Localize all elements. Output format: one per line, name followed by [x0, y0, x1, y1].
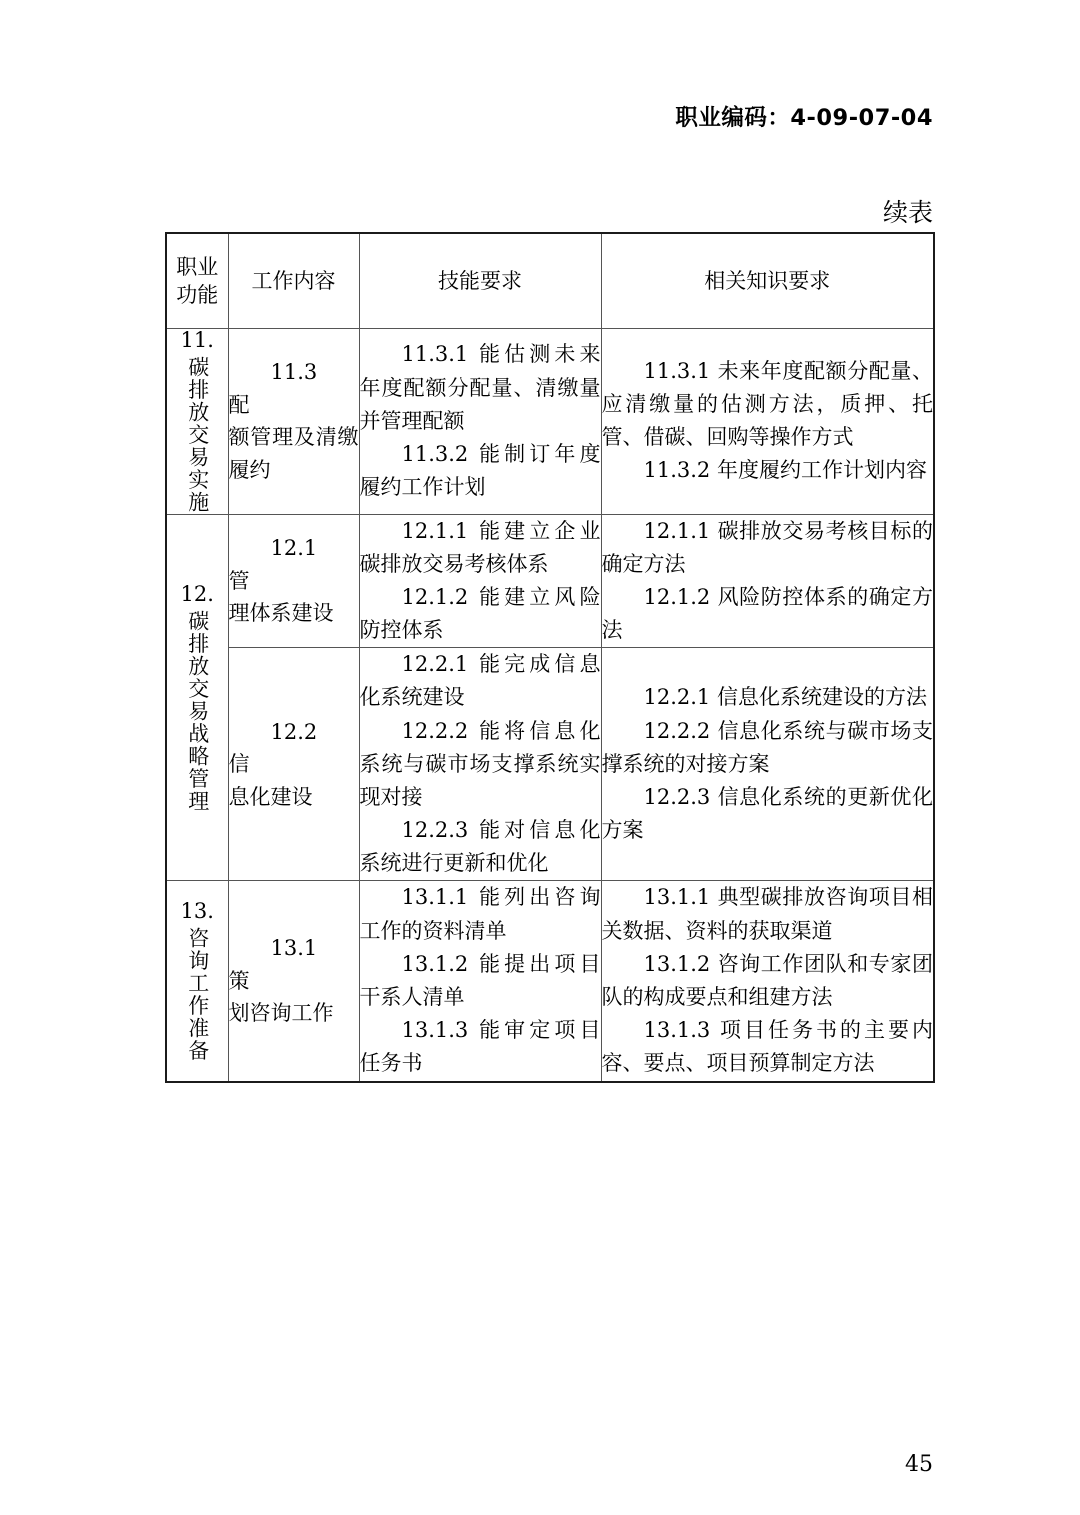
function-number-13: 13.	[180, 898, 214, 923]
function-cell-11	[166, 329, 228, 515]
column-header-work-content: 工作内容	[228, 233, 359, 329]
work-content-line-2: 理体系建设	[228, 601, 334, 626]
function-number-12: 12.	[180, 581, 214, 606]
knowledge-entry: 12.1.2 风险防控体系的确定方法	[601, 584, 933, 643]
function-name-11: 碳排放交易实施	[185, 356, 210, 514]
function-name-13: 咨询工作准备	[185, 927, 210, 1063]
occupation-skills-table	[165, 232, 935, 1083]
knowledge-entry: 12.1.1 碳排放交易考核目标的确定方法	[601, 518, 933, 576]
table-row	[166, 648, 934, 881]
work-content-line-2: 额管理及清缴履约	[228, 425, 359, 482]
skills-table-container	[165, 232, 933, 1083]
knowledge-requirements-cell-11-3	[601, 329, 934, 515]
column-header-function	[166, 233, 228, 329]
work-content-line-1: 12.2 信	[228, 719, 339, 777]
table-header-row	[166, 233, 934, 329]
skill-entry: 12.2.2 能将信息化系统与碳市场支撑系统实现对接	[359, 718, 601, 809]
skill-entry: 11.3.2 能制订年度履约工作计划	[359, 441, 601, 500]
function-name-12: 碳排放交易战略管理	[185, 609, 210, 813]
column-header-function-line2: 功能	[176, 283, 219, 307]
work-content-cell-12-2	[228, 648, 359, 881]
work-content-cell-11-3	[228, 329, 359, 515]
column-header-knowledge-requirements: 相关知识要求	[601, 233, 934, 329]
page-number: 45	[905, 1452, 933, 1477]
skill-entry: 11.3.1 能估测未来年度配额分配量、清缴量并管理配额	[359, 342, 601, 433]
skill-entry: 13.1.3 能审定项目任务书	[359, 1018, 601, 1076]
knowledge-requirements-cell-13-1	[601, 881, 934, 1082]
skill-entry: 13.1.1 能列出咨询工作的资料清单	[359, 885, 601, 943]
work-content-cell-12-1	[228, 514, 359, 648]
skill-requirements-cell-11-3	[359, 329, 601, 515]
knowledge-entry: 12.2.3 信息化系统的更新优化方案	[601, 784, 933, 843]
skill-requirements-cell-12-1	[359, 514, 601, 648]
knowledge-requirements-cell-12-2	[601, 648, 934, 881]
knowledge-entry: 13.1.2 咨询工作团队和专家团队的构成要点和组建方法	[601, 951, 933, 1009]
work-content-line-2: 息化建设	[228, 784, 313, 809]
knowledge-entry: 11.3.2 年度履约工作计划内容	[643, 458, 927, 483]
function-cell-13	[166, 881, 228, 1082]
work-content-cell-13-1	[228, 881, 359, 1082]
knowledge-entry: 13.1.3 项目任务书的主要内容、要点、项目预算制定方法	[601, 1018, 933, 1076]
table-row	[166, 881, 934, 1082]
table-row	[166, 329, 934, 515]
function-number-11: 11.	[180, 328, 214, 352]
column-header-function-line1: 职业	[176, 254, 219, 279]
skill-entry: 12.1.2 能建立风险防控体系	[359, 584, 601, 643]
table-row	[166, 514, 934, 648]
work-content-line-1: 11.3 配	[228, 360, 339, 417]
work-content-line-1: 13.1 策	[228, 936, 339, 993]
work-content-line-1: 12.1 管	[228, 536, 339, 593]
skill-requirements-cell-12-2	[359, 648, 601, 881]
knowledge-entry: 11.3.1 未来年度配额分配量、应清缴量的估测方法，质押、托管、借碳、回购等操作方式	[601, 358, 933, 450]
function-cell-12	[166, 514, 228, 881]
knowledge-entry: 12.2.2 信息化系统与碳市场支撑系统的对接方案	[601, 718, 933, 776]
occupation-code-header: 职业编码：4-09-07-04	[675, 105, 933, 131]
skill-entry: 12.2.1 能完成信息化系统建设	[359, 652, 601, 710]
table-continuation-caption: 续表	[882, 198, 933, 227]
skill-requirements-cell-13-1	[359, 881, 601, 1082]
work-content-line-2: 划咨询工作	[228, 1001, 334, 1026]
knowledge-entry: 12.2.1 信息化系统建设的方法	[643, 685, 927, 710]
column-header-skill-requirements: 技能要求	[359, 233, 601, 329]
knowledge-requirements-cell-12-1	[601, 514, 934, 648]
skill-entry: 13.1.2 能提出项目干系人清单	[359, 951, 601, 1009]
skill-entry: 12.2.3 能对信息化系统进行更新和优化	[359, 818, 601, 876]
knowledge-entry: 13.1.1 典型碳排放咨询项目相关数据、资料的获取渠道	[601, 885, 933, 943]
skill-entry: 12.1.1 能建立企业碳排放交易考核体系	[359, 518, 601, 576]
